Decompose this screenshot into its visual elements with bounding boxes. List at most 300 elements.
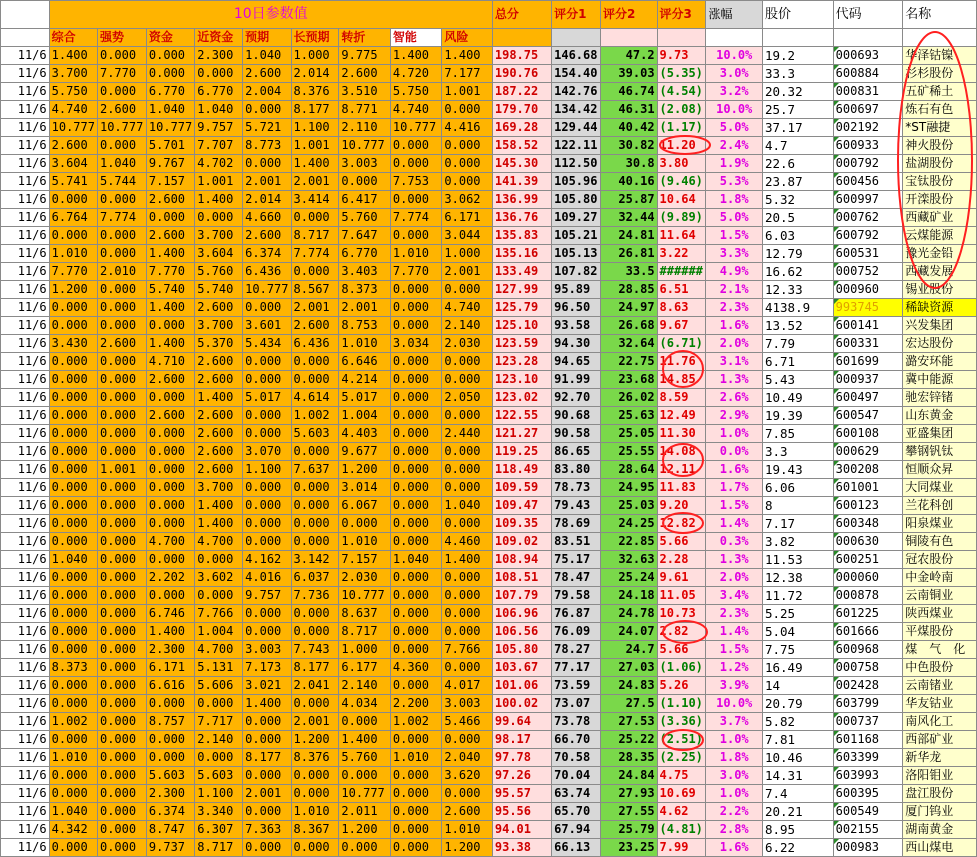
score3-cell[interactable]: 11.76 xyxy=(657,353,706,371)
stock-code-cell[interactable]: 002428 xyxy=(833,677,903,695)
date-cell[interactable]: 11/6 xyxy=(1,83,50,101)
score1-cell[interactable]: 95.89 xyxy=(552,281,601,299)
rise-cell[interactable]: 2.6% xyxy=(706,389,763,407)
param-cell[interactable]: 4.702 xyxy=(195,155,243,173)
param-cell[interactable]: 0.000 xyxy=(390,317,441,335)
param-cell[interactable]: 0.000 xyxy=(243,713,291,731)
param-cell[interactable]: 0.000 xyxy=(243,515,291,533)
param-cell[interactable]: 0.000 xyxy=(243,407,291,425)
price-cell[interactable]: 12.79 xyxy=(762,245,833,263)
score1-cell[interactable]: 70.04 xyxy=(552,767,601,785)
param-cell[interactable]: 0.000 xyxy=(390,155,441,173)
rise-cell[interactable]: 5.3% xyxy=(706,173,763,191)
table-row[interactable] xyxy=(1,551,977,569)
param-cell[interactable]: 4.700 xyxy=(146,533,194,551)
rise-cell[interactable]: 1.4% xyxy=(706,515,763,533)
rise-cell[interactable]: 3.4% xyxy=(706,587,763,605)
date-cell[interactable]: 11/6 xyxy=(1,281,50,299)
param-cell[interactable]: 0.000 xyxy=(442,101,492,119)
total-score-cell[interactable]: 190.76 xyxy=(492,65,551,83)
stock-name-cell[interactable]: 阳泉煤业 xyxy=(903,515,977,533)
param-cell[interactable]: 0.000 xyxy=(49,497,97,515)
param-cell[interactable]: 1.040 xyxy=(49,803,97,821)
param-cell[interactable]: 2.140 xyxy=(339,677,390,695)
table-row[interactable] xyxy=(1,659,977,677)
param-cell[interactable]: 10.777 xyxy=(339,587,390,605)
param-cell[interactable]: 0.000 xyxy=(97,785,146,803)
price-cell[interactable]: 4138.9 xyxy=(762,299,833,317)
param-cell[interactable]: 7.766 xyxy=(195,605,243,623)
param-cell[interactable]: 1.004 xyxy=(195,623,243,641)
total-score-cell[interactable]: 187.22 xyxy=(492,83,551,101)
param-cell[interactable]: 0.000 xyxy=(390,677,441,695)
param-cell[interactable]: 0.000 xyxy=(49,317,97,335)
date-cell[interactable]: 11/6 xyxy=(1,407,50,425)
table-row[interactable] xyxy=(1,497,977,515)
stock-name-cell[interactable]: 华泽钴镍 xyxy=(903,47,977,65)
score2-cell[interactable]: 22.75 xyxy=(601,353,658,371)
param-cell[interactable]: 5.760 xyxy=(195,263,243,281)
stock-code-cell[interactable]: 600549 xyxy=(833,803,903,821)
score2-cell[interactable]: 27.93 xyxy=(601,785,658,803)
score2-cell[interactable]: 24.25 xyxy=(601,515,658,533)
stock-name-cell[interactable]: 南风化工 xyxy=(903,713,977,731)
param-cell[interactable]: 0.000 xyxy=(390,389,441,407)
param-cell[interactable]: 2.600 xyxy=(146,227,194,245)
param-cell[interactable]: 2.600 xyxy=(146,371,194,389)
score2-cell[interactable]: 32.63 xyxy=(601,551,658,569)
param-cell[interactable]: 7.770 xyxy=(49,263,97,281)
score2-cell[interactable]: 25.55 xyxy=(601,443,658,461)
rise-cell[interactable]: 3.0% xyxy=(706,65,763,83)
param-cell[interactable]: 3.414 xyxy=(291,191,339,209)
param-cell[interactable]: 0.000 xyxy=(97,767,146,785)
param-cell[interactable]: 3.602 xyxy=(195,569,243,587)
param-cell[interactable]: 0.000 xyxy=(49,299,97,317)
param-cell[interactable]: 0.000 xyxy=(97,389,146,407)
stock-code-cell[interactable]: 000693 xyxy=(833,47,903,65)
stock-name-cell[interactable]: 陕西煤业 xyxy=(903,605,977,623)
stock-name-cell[interactable]: 云南锗业 xyxy=(903,677,977,695)
param-cell[interactable]: 0.000 xyxy=(49,677,97,695)
param-cell[interactable]: 0.000 xyxy=(195,695,243,713)
param-cell[interactable]: 1.400 xyxy=(146,299,194,317)
param-cell[interactable]: 0.000 xyxy=(291,533,339,551)
total-score-cell[interactable]: 119.25 xyxy=(492,443,551,461)
price-cell[interactable]: 33.3 xyxy=(762,65,833,83)
date-cell[interactable]: 11/6 xyxy=(1,677,50,695)
param-cell[interactable]: 8.717 xyxy=(291,227,339,245)
param-cell[interactable]: 6.171 xyxy=(146,659,194,677)
total-score-cell[interactable]: 109.02 xyxy=(492,533,551,551)
param-cell[interactable]: 8.637 xyxy=(339,605,390,623)
param-cell[interactable]: 0.000 xyxy=(291,263,339,281)
param-cell[interactable]: 1.400 xyxy=(195,191,243,209)
score2-cell[interactable]: 46.74 xyxy=(601,83,658,101)
score3-cell[interactable]: 12.11 xyxy=(657,461,706,479)
price-cell[interactable]: 7.81 xyxy=(762,731,833,749)
score2-cell[interactable]: 25.79 xyxy=(601,821,658,839)
rise-cell[interactable]: 2.8% xyxy=(706,821,763,839)
param-cell[interactable]: 0.000 xyxy=(97,749,146,767)
param-cell[interactable]: 1.002 xyxy=(390,713,441,731)
rise-cell[interactable]: 1.6% xyxy=(706,461,763,479)
score1-cell[interactable]: 105.96 xyxy=(552,173,601,191)
price-cell[interactable]: 5.82 xyxy=(762,713,833,731)
param-cell[interactable]: 0.000 xyxy=(97,191,146,209)
param-cell[interactable]: 7.717 xyxy=(195,713,243,731)
param-cell[interactable]: 0.000 xyxy=(442,353,492,371)
table-row[interactable] xyxy=(1,65,977,83)
param-cell[interactable]: 0.000 xyxy=(146,551,194,569)
stock-code-cell[interactable]: 000758 xyxy=(833,659,903,677)
score2-cell[interactable]: 25.05 xyxy=(601,425,658,443)
rise-cell[interactable]: 4.9% xyxy=(706,263,763,281)
param-cell[interactable]: 1.040 xyxy=(97,155,146,173)
param-cell[interactable]: 0.000 xyxy=(243,155,291,173)
param-cell[interactable]: 0.000 xyxy=(390,785,441,803)
stock-code-cell[interactable]: 603799 xyxy=(833,695,903,713)
table-row[interactable] xyxy=(1,47,977,65)
stock-code-cell[interactable]: 000629 xyxy=(833,443,903,461)
date-cell[interactable]: 11/6 xyxy=(1,659,50,677)
rise-cell[interactable]: 2.4% xyxy=(706,137,763,155)
param-cell[interactable]: 5.131 xyxy=(195,659,243,677)
rise-cell[interactable]: 1.7% xyxy=(706,479,763,497)
param-cell[interactable]: 3.003 xyxy=(243,641,291,659)
score2-cell[interactable]: 40.42 xyxy=(601,119,658,137)
score3-cell[interactable]: 9.67 xyxy=(657,317,706,335)
stock-name-cell[interactable]: 驰宏锌锗 xyxy=(903,389,977,407)
stock-code-cell[interactable]: 300208 xyxy=(833,461,903,479)
rise-cell[interactable]: 3.7% xyxy=(706,713,763,731)
table-row[interactable] xyxy=(1,281,977,299)
param-cell[interactable]: 4.460 xyxy=(442,533,492,551)
price-cell[interactable]: 37.17 xyxy=(762,119,833,137)
table-row[interactable] xyxy=(1,119,977,137)
param-cell[interactable]: 0.000 xyxy=(97,227,146,245)
price-cell[interactable]: 6.03 xyxy=(762,227,833,245)
score2-cell[interactable]: 24.7 xyxy=(601,641,658,659)
date-cell[interactable]: 11/6 xyxy=(1,713,50,731)
total-score-cell[interactable]: 123.02 xyxy=(492,389,551,407)
param-cell[interactable]: 0.000 xyxy=(243,299,291,317)
score1-cell[interactable]: 66.70 xyxy=(552,731,601,749)
param-cell[interactable]: 2.014 xyxy=(243,191,291,209)
param-cell[interactable]: 0.000 xyxy=(49,605,97,623)
total-score-cell[interactable]: 179.70 xyxy=(492,101,551,119)
score1-cell[interactable]: 154.40 xyxy=(552,65,601,83)
score1-cell[interactable]: 75.17 xyxy=(552,551,601,569)
param-cell[interactable]: 6.436 xyxy=(243,263,291,281)
score1-cell[interactable]: 63.74 xyxy=(552,785,601,803)
price-cell[interactable]: 14 xyxy=(762,677,833,695)
price-cell[interactable]: 20.79 xyxy=(762,695,833,713)
stock-code-cell[interactable]: 002192 xyxy=(833,119,903,137)
header-score3[interactable]: 评分3 xyxy=(657,1,706,29)
rise-cell[interactable]: 0.0% xyxy=(706,443,763,461)
score2-cell[interactable]: 25.22 xyxy=(601,731,658,749)
param-cell[interactable]: 0.000 xyxy=(49,569,97,587)
score2-cell[interactable]: 30.82 xyxy=(601,137,658,155)
param-cell[interactable]: 0.000 xyxy=(390,533,441,551)
price-cell[interactable]: 11.72 xyxy=(762,587,833,605)
param-cell[interactable]: 5.741 xyxy=(49,173,97,191)
param-cell[interactable]: 2.001 xyxy=(339,299,390,317)
param-cell[interactable]: 0.000 xyxy=(339,713,390,731)
stock-name-cell[interactable]: 宝钛股份 xyxy=(903,173,977,191)
date-cell[interactable]: 11/6 xyxy=(1,605,50,623)
param-cell[interactable]: 0.000 xyxy=(49,623,97,641)
param-cell[interactable]: 6.770 xyxy=(146,83,194,101)
total-score-cell[interactable]: 135.16 xyxy=(492,245,551,263)
stock-code-cell[interactable]: 600141 xyxy=(833,317,903,335)
date-cell[interactable]: 11/6 xyxy=(1,839,50,857)
param-cell[interactable]: 7.173 xyxy=(243,659,291,677)
param-cell[interactable]: 6.171 xyxy=(442,209,492,227)
score3-cell[interactable]: 9.20 xyxy=(657,497,706,515)
param-cell[interactable]: 0.000 xyxy=(49,479,97,497)
param-cell[interactable]: 3.510 xyxy=(339,83,390,101)
param-cell[interactable]: 8.177 xyxy=(243,749,291,767)
param-cell[interactable]: 1.001 xyxy=(442,83,492,101)
param-cell[interactable]: 0.000 xyxy=(442,587,492,605)
date-cell[interactable]: 11/6 xyxy=(1,731,50,749)
param-cell[interactable]: 0.000 xyxy=(243,533,291,551)
param-cell[interactable]: 1.000 xyxy=(442,245,492,263)
score3-cell[interactable]: 2.28 xyxy=(657,551,706,569)
param-cell[interactable]: 2.011 xyxy=(339,803,390,821)
stock-name-cell[interactable]: 冠农股份 xyxy=(903,551,977,569)
param-cell[interactable]: 4.700 xyxy=(195,641,243,659)
stock-name-cell[interactable]: 五矿稀土 xyxy=(903,83,977,101)
stock-code-cell[interactable]: 601001 xyxy=(833,479,903,497)
score1-cell[interactable]: 109.27 xyxy=(552,209,601,227)
price-cell[interactable]: 5.32 xyxy=(762,191,833,209)
param-cell[interactable]: 8.373 xyxy=(339,281,390,299)
param-cell[interactable]: 10.777 xyxy=(49,119,97,137)
total-score-cell[interactable]: 169.28 xyxy=(492,119,551,137)
param-cell[interactable]: 0.000 xyxy=(243,767,291,785)
param-cell[interactable]: 9.677 xyxy=(339,443,390,461)
param-cell[interactable]: 1.010 xyxy=(339,533,390,551)
param-cell[interactable]: 2.600 xyxy=(97,335,146,353)
score2-cell[interactable]: 30.8 xyxy=(601,155,658,173)
date-cell[interactable]: 11/6 xyxy=(1,821,50,839)
stock-code-cell[interactable]: 600251 xyxy=(833,551,903,569)
param-cell[interactable]: 0.000 xyxy=(146,695,194,713)
score1-cell[interactable]: 73.07 xyxy=(552,695,601,713)
param-cell[interactable]: 0.000 xyxy=(146,731,194,749)
param-cell[interactable]: 1.200 xyxy=(442,839,492,857)
param-cell[interactable]: 8.177 xyxy=(291,659,339,677)
score1-cell[interactable]: 90.58 xyxy=(552,425,601,443)
score3-cell[interactable]: 3.80 xyxy=(657,155,706,173)
param-cell[interactable]: 3.604 xyxy=(49,155,97,173)
header-composite[interactable]: 综合 xyxy=(49,29,97,47)
param-cell[interactable]: 1.400 xyxy=(442,47,492,65)
score2-cell[interactable]: 27.03 xyxy=(601,659,658,677)
param-cell[interactable]: 4.720 xyxy=(390,65,441,83)
stock-name-cell[interactable]: 西藏发展 xyxy=(903,263,977,281)
table-row[interactable] xyxy=(1,101,977,119)
stock-name-cell[interactable]: 兴发集团 xyxy=(903,317,977,335)
total-score-cell[interactable]: 106.96 xyxy=(492,605,551,623)
stock-code-cell[interactable]: 000960 xyxy=(833,281,903,299)
param-cell[interactable]: 0.000 xyxy=(243,101,291,119)
date-cell[interactable]: 11/6 xyxy=(1,749,50,767)
param-cell[interactable]: 7.743 xyxy=(291,641,339,659)
stock-code-cell[interactable]: 000737 xyxy=(833,713,903,731)
param-cell[interactable]: 8.757 xyxy=(146,713,194,731)
score3-cell[interactable]: 10.64 xyxy=(657,191,706,209)
date-cell[interactable]: 11/6 xyxy=(1,263,50,281)
total-score-cell[interactable]: 103.67 xyxy=(492,659,551,677)
total-score-cell[interactable]: 101.06 xyxy=(492,677,551,695)
score2-cell[interactable]: 24.81 xyxy=(601,227,658,245)
param-cell[interactable]: 0.000 xyxy=(146,317,194,335)
score2-cell[interactable]: 25.63 xyxy=(601,407,658,425)
score2-cell[interactable]: 24.97 xyxy=(601,299,658,317)
price-cell[interactable]: 10.46 xyxy=(762,749,833,767)
stock-name-cell[interactable]: 中色股份 xyxy=(903,659,977,677)
score1-cell[interactable]: 86.65 xyxy=(552,443,601,461)
param-cell[interactable]: 2.600 xyxy=(146,191,194,209)
param-cell[interactable]: 6.646 xyxy=(339,353,390,371)
score3-cell[interactable]: 14.08 xyxy=(657,443,706,461)
stock-code-cell[interactable]: 603993 xyxy=(833,767,903,785)
score3-cell[interactable]: (3.36) xyxy=(657,713,706,731)
param-cell[interactable]: 3.021 xyxy=(243,677,291,695)
param-cell[interactable]: 0.000 xyxy=(390,641,441,659)
param-cell[interactable]: 1.010 xyxy=(390,245,441,263)
rise-cell[interactable]: 2.0% xyxy=(706,335,763,353)
stock-code-cell[interactable]: 600123 xyxy=(833,497,903,515)
param-cell[interactable]: 0.000 xyxy=(97,443,146,461)
rise-cell[interactable]: 5.0% xyxy=(706,119,763,137)
header-total[interactable]: 总分 xyxy=(492,1,551,29)
param-cell[interactable]: 1.400 xyxy=(243,695,291,713)
table-row[interactable] xyxy=(1,227,977,245)
param-cell[interactable]: 0.000 xyxy=(97,497,146,515)
param-cell[interactable]: 5.603 xyxy=(291,425,339,443)
score1-cell[interactable]: 93.58 xyxy=(552,317,601,335)
score1-cell[interactable]: 67.94 xyxy=(552,821,601,839)
score3-cell[interactable]: (5.35) xyxy=(657,65,706,83)
price-cell[interactable]: 7.85 xyxy=(762,425,833,443)
param-cell[interactable]: 0.000 xyxy=(97,281,146,299)
price-cell[interactable]: 13.52 xyxy=(762,317,833,335)
total-score-cell[interactable]: 109.59 xyxy=(492,479,551,497)
param-cell[interactable]: 0.000 xyxy=(442,407,492,425)
param-cell[interactable]: 0.000 xyxy=(49,695,97,713)
score2-cell[interactable]: 24.07 xyxy=(601,623,658,641)
stock-name-cell[interactable]: 盐湖股份 xyxy=(903,155,977,173)
param-cell[interactable]: 0.000 xyxy=(97,803,146,821)
stock-name-cell[interactable]: 云煤能源 xyxy=(903,227,977,245)
stock-name-cell[interactable]: 山东黄金 xyxy=(903,407,977,425)
score1-cell[interactable]: 78.73 xyxy=(552,479,601,497)
score1-cell[interactable]: 105.13 xyxy=(552,245,601,263)
param-cell[interactable]: 10.777 xyxy=(339,137,390,155)
score1-cell[interactable]: 83.51 xyxy=(552,533,601,551)
score1-cell[interactable]: 94.30 xyxy=(552,335,601,353)
param-cell[interactable]: 1.200 xyxy=(49,281,97,299)
stock-name-cell[interactable]: 大同煤业 xyxy=(903,479,977,497)
stock-code-cell[interactable]: 600456 xyxy=(833,173,903,191)
param-cell[interactable]: 2.600 xyxy=(195,371,243,389)
param-cell[interactable]: 2.600 xyxy=(243,227,291,245)
stock-name-cell[interactable]: 平煤股份 xyxy=(903,623,977,641)
stock-code-cell[interactable]: 600547 xyxy=(833,407,903,425)
param-cell[interactable]: 5.760 xyxy=(339,749,390,767)
param-cell[interactable]: 0.000 xyxy=(390,299,441,317)
param-cell[interactable]: 0.000 xyxy=(97,317,146,335)
rise-cell[interactable]: 5.0% xyxy=(706,209,763,227)
param-cell[interactable]: 3.430 xyxy=(49,335,97,353)
score2-cell[interactable]: 22.85 xyxy=(601,533,658,551)
rise-cell[interactable]: 3.1% xyxy=(706,353,763,371)
score2-cell[interactable]: 40.16 xyxy=(601,173,658,191)
param-cell[interactable]: 1.040 xyxy=(390,551,441,569)
param-cell[interactable]: 0.000 xyxy=(390,839,441,857)
param-cell[interactable]: 2.300 xyxy=(146,641,194,659)
param-cell[interactable]: 1.400 xyxy=(49,47,97,65)
stock-name-cell[interactable]: 炼石有色 xyxy=(903,101,977,119)
total-score-cell[interactable]: 122.55 xyxy=(492,407,551,425)
score1-cell[interactable]: 129.44 xyxy=(552,119,601,137)
date-cell[interactable]: 11/6 xyxy=(1,587,50,605)
score3-cell[interactable]: 8.59 xyxy=(657,389,706,407)
param-cell[interactable]: 4.342 xyxy=(49,821,97,839)
param-cell[interactable]: 0.000 xyxy=(291,371,339,389)
param-cell[interactable]: 0.000 xyxy=(291,209,339,227)
param-cell[interactable]: 0.000 xyxy=(97,47,146,65)
param-cell[interactable]: 0.000 xyxy=(49,191,97,209)
stock-name-cell[interactable]: 亚盛集团 xyxy=(903,425,977,443)
score3-cell[interactable]: (6.71) xyxy=(657,335,706,353)
param-cell[interactable]: 2.202 xyxy=(146,569,194,587)
stock-code-cell[interactable]: 601168 xyxy=(833,731,903,749)
stock-code-cell[interactable]: 600395 xyxy=(833,785,903,803)
price-cell[interactable]: 14.31 xyxy=(762,767,833,785)
table-row[interactable] xyxy=(1,533,977,551)
stock-name-cell[interactable]: 云南铜业 xyxy=(903,587,977,605)
param-cell[interactable]: 0.000 xyxy=(97,713,146,731)
param-cell[interactable]: 9.757 xyxy=(195,119,243,137)
score2-cell[interactable]: 32.64 xyxy=(601,335,658,353)
stock-name-cell[interactable]: 攀钢钒钛 xyxy=(903,443,977,461)
score2-cell[interactable]: 33.5 xyxy=(601,263,658,281)
param-cell[interactable]: 0.000 xyxy=(243,425,291,443)
param-cell[interactable]: 9.767 xyxy=(146,155,194,173)
score1-cell[interactable]: 91.99 xyxy=(552,371,601,389)
score3-cell[interactable]: 10.69 xyxy=(657,785,706,803)
param-cell[interactable]: 3.700 xyxy=(195,317,243,335)
total-score-cell[interactable]: 135.83 xyxy=(492,227,551,245)
param-cell[interactable]: 0.000 xyxy=(442,281,492,299)
date-cell[interactable]: 11/6 xyxy=(1,245,50,263)
score1-cell[interactable]: 105.80 xyxy=(552,191,601,209)
param-cell[interactable]: 1.001 xyxy=(97,461,146,479)
header-recent-capital[interactable]: 近资金 xyxy=(195,29,243,47)
param-cell[interactable]: 0.000 xyxy=(442,659,492,677)
total-score-cell[interactable]: 118.49 xyxy=(492,461,551,479)
param-cell[interactable]: 0.000 xyxy=(97,371,146,389)
stock-code-cell[interactable]: 000878 xyxy=(833,587,903,605)
param-cell[interactable]: 1.400 xyxy=(195,497,243,515)
param-cell[interactable]: 0.000 xyxy=(97,731,146,749)
